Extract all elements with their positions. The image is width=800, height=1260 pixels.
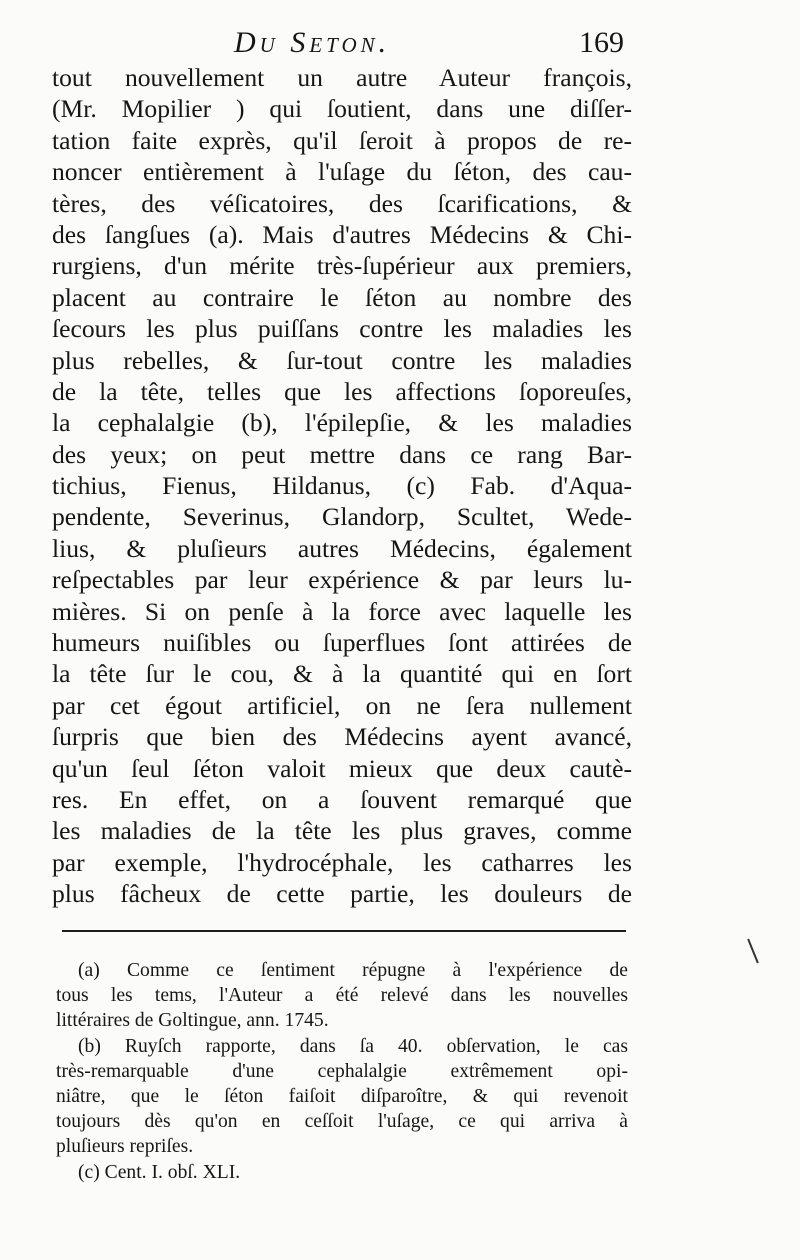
footnote-line: pluſieurs repriſes. xyxy=(56,1136,194,1158)
text-line: mières. Si on penſe à la force avec laquelle les xyxy=(52,596,632,626)
footnote-line: toujours dès qu'on en ceſſoit l'uſage, ce qui arriva à xyxy=(56,1111,628,1133)
text-line: ſecours les plus puiſſans contre les maladies les xyxy=(52,314,632,344)
text-line: (Mr. Mopilier ) qui ſoutient, dans une diſſer- xyxy=(52,94,632,124)
footnote-line: très-remarquable d'une cephalalgie extrêmement opi- xyxy=(56,1060,628,1082)
text-line: la tête ſur le cou, & à la quantité qui en ſort xyxy=(52,659,632,689)
page-header xyxy=(56,26,626,66)
text-line: lius, & pluſieurs autres Médecins, également xyxy=(52,533,632,563)
text-line: noncer entièrement à l'uſage du ſéton, des cau- xyxy=(52,157,632,187)
text-line: par exemple, l'hydrocéphale, les catharres les xyxy=(52,847,632,877)
footnote-line: littéraires de Goltingue, ann. 1745. xyxy=(56,1010,329,1032)
text-line: de la tête, telles que les affections ſoporeuſes, xyxy=(52,376,632,406)
text-line: rurgiens, d'un mérite très-ſupérieur aux premiers, xyxy=(52,251,632,281)
footnote-line: (c) Cent. I. obſ. XLI. xyxy=(78,1161,241,1183)
text-line: res. En effet, on a ſouvent remarqué que xyxy=(52,784,632,814)
footnote-line: (b) Ruyſch rapporte, dans ſa 40. obſervation, le cas xyxy=(78,1035,628,1057)
text-line: tères, des véſicatoires, des ſcarifications, & xyxy=(52,188,632,218)
text-line: pendente, Severinus, Glandorp, Scultet, Wede- xyxy=(52,502,632,532)
text-line: la cephalalgie (b), l'épilepſie, & les maladies xyxy=(52,408,632,438)
text-line: des ſangſues (a). Mais d'autres Médecins & Chi- xyxy=(52,219,632,249)
footnotes xyxy=(56,958,628,1185)
page-number: 169 xyxy=(579,26,624,59)
text-line: tout nouvellement un autre Auteur françois, xyxy=(52,63,632,92)
text-line: tichius, Fienus, Hildanus, (c) Fab. d'Aqua- xyxy=(52,471,632,501)
text-line: humeurs nuiſibles ou ſuperflues ſont attirées de xyxy=(52,628,632,658)
text-line: par cet égout artificiel, on ne ſera nullement xyxy=(52,690,632,720)
margin-mark xyxy=(747,939,759,964)
text-line: plus rebelles, & ſur-tout contre les maladies xyxy=(52,345,632,375)
text-line: les maladies de la tête les plus graves, comme xyxy=(52,816,632,846)
text-line: reſpectables par leur expérience & par leurs lu- xyxy=(52,565,632,595)
footnote-divider xyxy=(62,930,626,932)
footnote-line: tous les tems, l'Auteur a été relevé dans les nouvelles xyxy=(56,985,628,1007)
text-line: placent au contraire le ſéton au nombre des xyxy=(52,282,632,312)
body-text xyxy=(52,62,632,910)
running-title: Du Seton. xyxy=(234,26,391,59)
text-line: plus fâcheux de cette partie, les douleurs de xyxy=(52,879,632,909)
text-line: qu'un ſeul ſéton valoit mieux que deux cautè- xyxy=(52,753,632,783)
footnote-line: niâtre, que le ſéton faiſoit diſparoître, & qui revenoit xyxy=(56,1085,628,1107)
text-line: ſurpris que bien des Médecins ayent avancé, xyxy=(52,722,632,752)
footnote-line: (a) Comme ce ſentiment répugne à l'expérience de xyxy=(78,960,628,981)
text-line: tation faite exprès, qu'il ſeroit à propos de re- xyxy=(52,125,632,155)
text-line: des yeux; on peut mettre dans ce rang Bar- xyxy=(52,439,632,469)
